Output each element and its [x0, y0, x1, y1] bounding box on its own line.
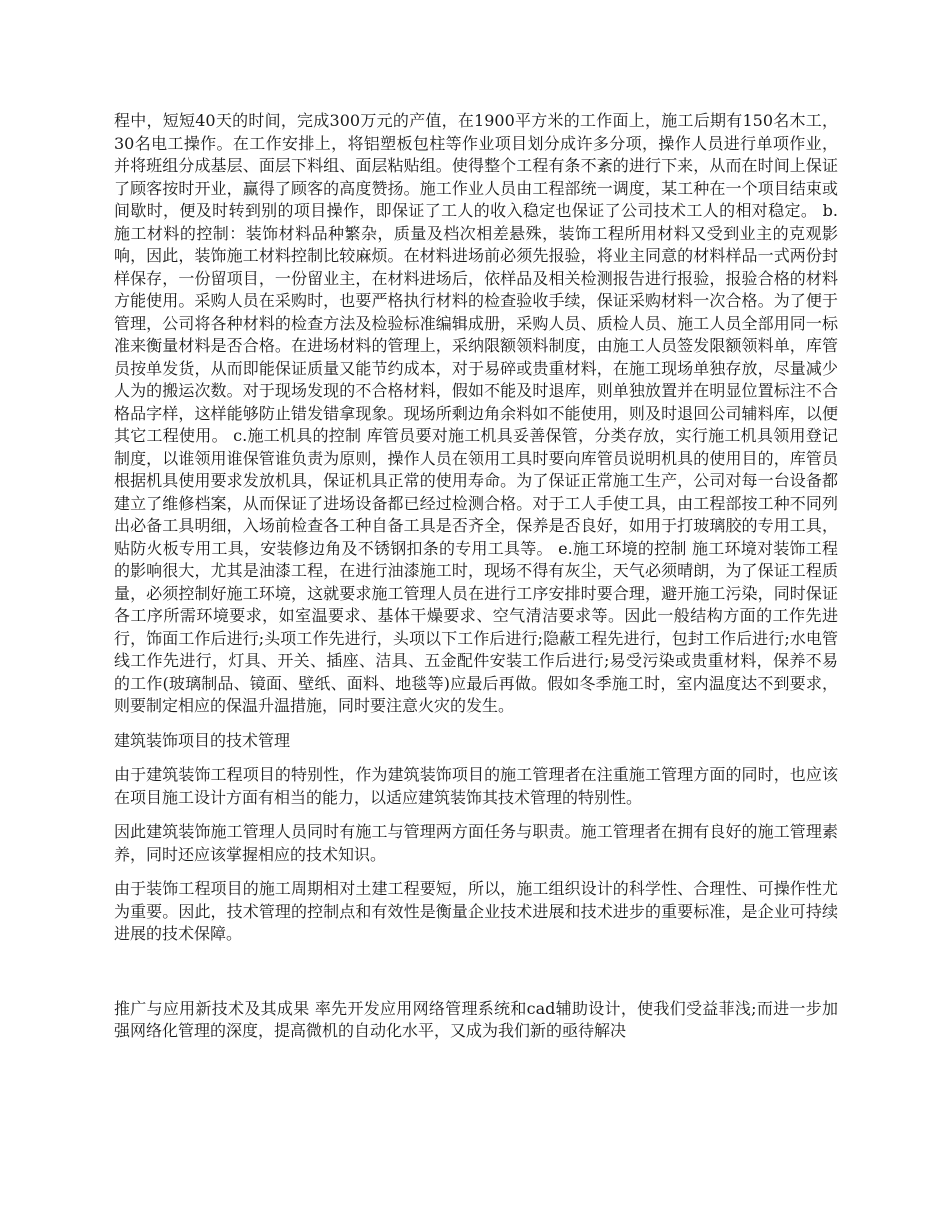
- paragraph-construction-control: 程中，短短40天的时间，完成300万元的产值，在1900平方米的工作面上，施工后期有150名木工，30名电工操作。在工作安排上，将铝塑板包柱等作业项目划分成许多分项，操作人员进行单项作业，并将班组分成基层、面层下料组、面层粘贴组。使得整个工程有条不紊的进行下来，从而在时间上保证了顾客按时开业，赢得了顾客的高度赞扬。施工作业人员由工程部统一调度，某工种在一个项目结束或间歇时，便及时转到别的项目操作，即保证了工人的收入稳定也保证了公司技术工人的相对稳定。 b.施工材料的控制：装饰材料品种繁杂，质量及档次相差悬殊，装饰工程所用材料又受到业主的克观影响，因此，装饰施工材料控制比较麻烦。在材料进场前必须先报验，将业主同意的材料样品一式两份封样保存，一份留项目，一份留业主，在材料进场后，依样品及相关检测报告进行报验，报验合格的材料方能使用。采购人员在采购时，也要严格执行材料的检查验收手续，保证采购材料一次合格。为了便于管理，公司将各种材料的检查方法及检验标准编辑成册，采购人员、质检人员、施工人员全部用同一标准来衡量材料是否合格。在进场材料的管理上，采纳限额领料制度，由施工人员签发限额领料单，库管员按单发货，从而即能保证质量又能节约成本，对于易碎或贵重材料，在施工现场单独存放，尽量减少人为的搬运次数。对于现场发现的不合格材料，假如不能及时退库，则单独放置并在明显位置标注不合格品字样，这样能够防止错发错拿现象。现场所剩边角余料如不能使用，则及时退回公司辅料库，以便其它工程使用。 c.施工机具的控制 库管员要对施工机具妥善保管，分类存放，实行施工机具领用登记制度，以谁领用谁保管谁负责为原则，操作人员在领用工具时要向库管员说明机具的使用目的，库管员根据机具使用要求发放机具，保证机具正常的使用寿命。为了保证正常施工生产，公司对每一台设备都建立了维修档案，从而保证了进场设备都已经过检测合格。对于工人手使工具，由工程部按工种不同列出必备工具明细，入场前检查各工种自备工具是否齐全，保养是否良好，如用于打玻璃胶的专用工具，贴防火板专用工具，安装修边角及不锈钢扣条的专用工具等。 e.施工环境的控制 施工环境对装饰工程的影响很大，尤其是油漆工程，在进行油漆施工时，现场不得有灰尘，天气必须晴朗，为了保证工程质量，必须控制好施工环境，这就要求施工管理人员在进行工序安排时要合理，避开施工污染，同时保证各工序所需环境要求，如室温要求、基体干燥要求、空气清洁要求等。因此一般结构方面的工作先进行，饰面工作后进行;头项工作先进行，头项以下工作后进行;隐蔽工程先进行，包封工作后进行;水电管线工作先进行，灯具、开关、插座、洁具、五金配件安装工作后进行;易受污染或贵重材料，保养不易的工作(玻璃制品、镜面、壁纸、面料、地毯等)应最后再做。假如冬季施工时，室内温度达不到要求，则要制定相应的保温升温措施，同时要注意火灾的发生。: [114, 111, 838, 715]
- paragraph-technical-particularity: 由于建筑装饰工程项目的特别性，作为建筑装饰项目的施工管理者在注重施工管理方面的同时，也应该在项目施工设计方面有相当的能力，以适应建筑装饰其技术管理的特别性。: [114, 765, 838, 807]
- paragraph-spacer: [114, 958, 838, 998]
- paragraph-construction-design: 由于装饰工程项目的施工周期相对土建工程要短，所以，施工组织设计的科学性、合理性、可操作性尤为重要。因此，技术管理的控制点和有效性是衡量企业技术进展和技术进步的重要标准，是企业可持续进展的技术保障。: [114, 879, 838, 943]
- section-heading-technical-management: 建筑装饰项目的技术管理: [114, 730, 291, 750]
- paragraph-new-technology: 推广与应用新技术及其成果 率先开发应用网络管理系统和cad辅助设计，使我们受益菲浅;而进一步加强网络化管理的深度，提高微机的自动化水平，又成为我们新的亟待解决: [114, 998, 838, 1040]
- document-page: [114, 110, 838, 1055]
- paragraph-manager-duties: 因此建筑装饰施工管理人员同时有施工与管理两方面任务与职责。施工管理者在拥有良好的施工管理素养，同时还应该掌握相应的技术知识。: [114, 822, 838, 864]
